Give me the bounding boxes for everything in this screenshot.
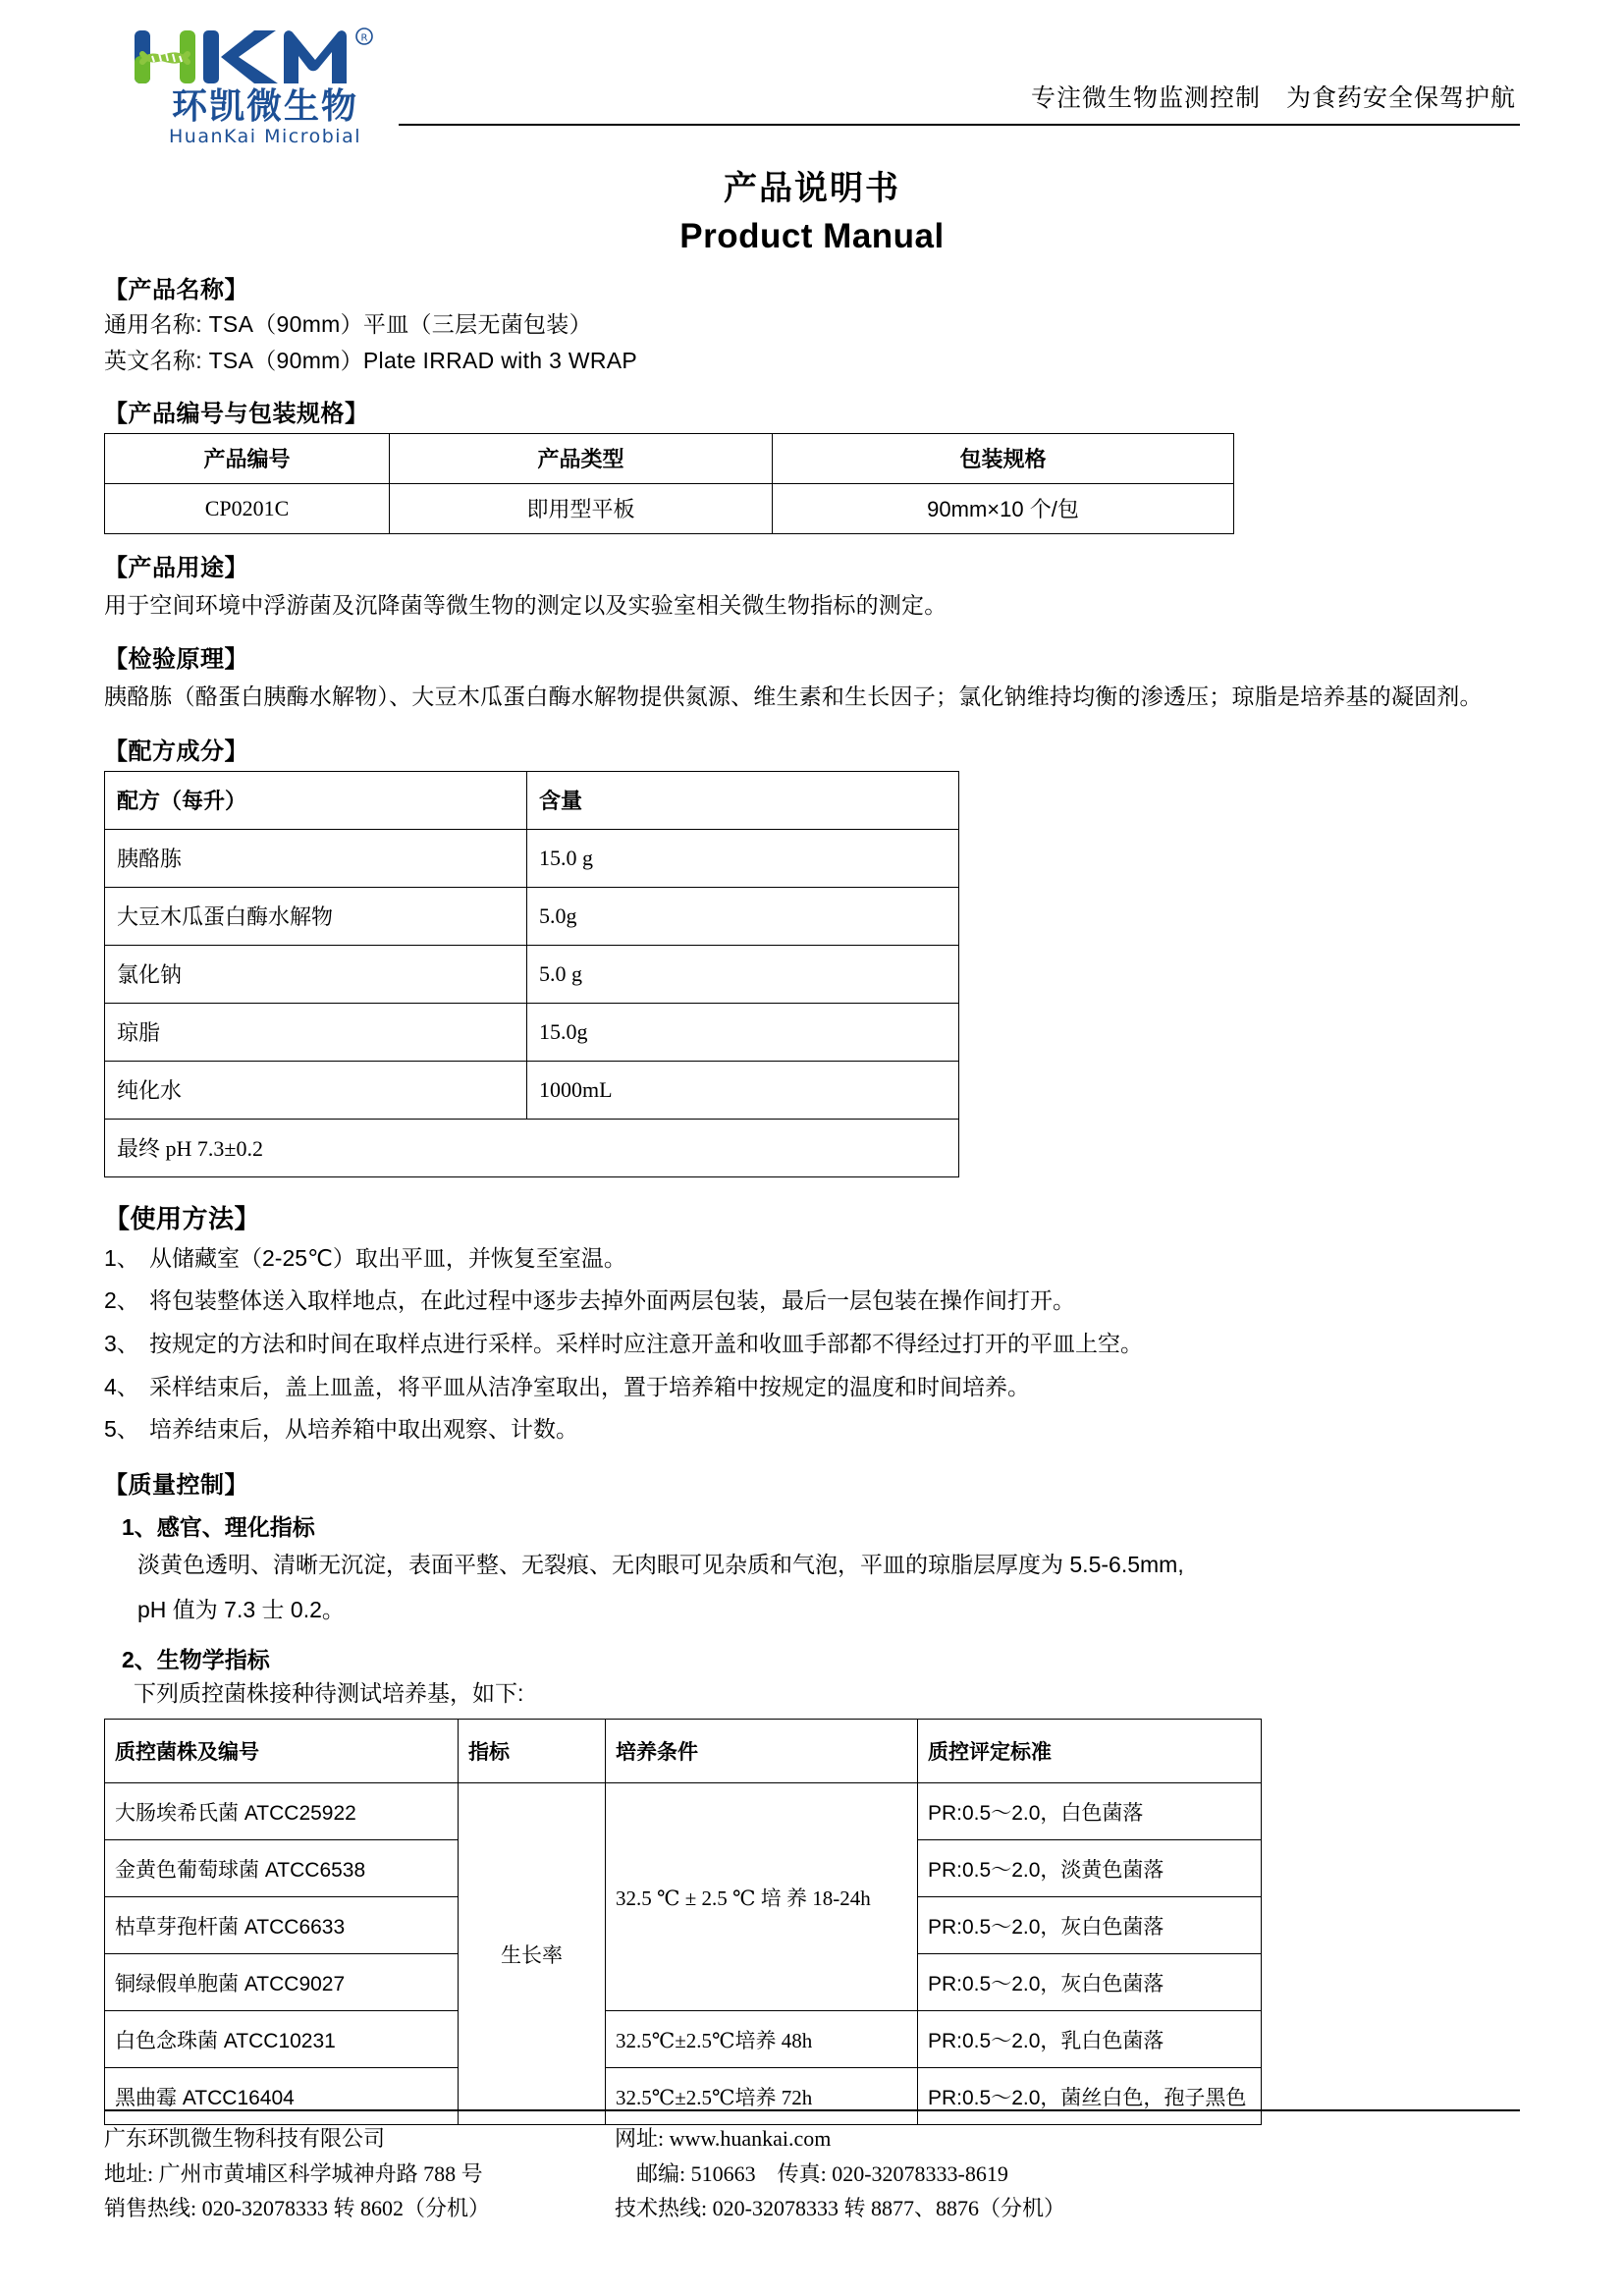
- method-step-number: 5、: [104, 1416, 139, 1443]
- qc-col-indicator: 指标: [459, 1720, 606, 1783]
- qc-cell-strain: 铜绿假单胞菌 ATCC9027: [105, 1954, 459, 2011]
- formula-cell-name: 大豆木瓜蛋白酶水解物: [105, 887, 527, 945]
- table-row: [105, 1061, 959, 1119]
- footer-right-column: [615, 2121, 1520, 2226]
- section-heading-product-name: 【产品名称】: [104, 277, 248, 303]
- formula-table: [104, 771, 959, 1177]
- qc-cell-strain: 枯草芽孢杆菌 ATCC6633: [105, 1897, 459, 1954]
- footer-address: 地址: 广州市黄埔区科学城神舟路 788 号: [104, 2160, 483, 2186]
- qc-cell-strain: 大肠埃希氏菌 ATCC25922: [105, 1783, 459, 1840]
- formula-cell-name: 纯化水: [105, 1061, 527, 1119]
- qc-cell-criterion: PR:0.5～2.0，乳白色菌落: [918, 2011, 1262, 2068]
- formula-col-amount: 含量: [527, 771, 959, 829]
- qc-cell-criterion: PR:0.5～2.0，淡黄色菌落: [918, 1840, 1262, 1897]
- qc-col-strain: 质控菌株及编号: [105, 1720, 459, 1783]
- method-step-number: 2、: [104, 1287, 139, 1314]
- quality-control-table: [104, 1719, 1262, 2125]
- table-header-row: [105, 1720, 1262, 1783]
- formula-cell-amount: 15.0g: [527, 1003, 959, 1061]
- footer-company-name: 广东环凯微生物科技有限公司: [104, 2126, 386, 2151]
- page-footer: [104, 2109, 1520, 2226]
- section-heading-purpose: 【产品用途】: [104, 554, 248, 581]
- qc-cell-indicator: 生长率: [459, 1783, 606, 2125]
- header-tagline: 专注微生物监测控制 为食药安全保驾护航: [1030, 84, 1516, 112]
- footer-sales-hotline: 销售热线: 020-32078333 转 8602（分机）: [104, 2196, 490, 2221]
- method-step: [104, 1237, 1520, 1281]
- method-step-text: 从储藏室（2-25℃）取出平皿，并恢复至室温。: [149, 1244, 626, 1271]
- section-heading-quality: 【质量控制】: [104, 1472, 248, 1500]
- purpose-text: 用于空间环境中浮游菌及沉降菌等微生物的测定以及实验室相关微生物指标的测定。: [104, 591, 947, 618]
- qc-cell-criterion: PR:0.5～2.0，灰白色菌落: [918, 1897, 1262, 1954]
- method-step-text: 按规定的方法和时间在取样点进行采样。采样时应注意开盖和收皿手部都不得经过打开的平皿上空。: [149, 1330, 1143, 1356]
- qc-cell-strain: 白色念珠菌 ATCC10231: [105, 2011, 459, 2068]
- method-step-number: 4、: [104, 1373, 139, 1399]
- qc-cell-criterion: PR:0.5～2.0，菌丝白色，孢子黑色: [918, 2068, 1262, 2125]
- method-step: [104, 1366, 1520, 1409]
- spec-cell-code: CP0201C: [105, 483, 390, 533]
- method-step-text: 培养结束后，从培养箱中取出观察、计数。: [149, 1416, 578, 1443]
- table-row: [105, 1003, 959, 1061]
- product-common-name: 通用名称: TSA（90mm）平皿（三层无菌包装）: [104, 311, 592, 337]
- table-row: [105, 2011, 1262, 2068]
- qc-cell-condition: 32.5℃±2.5℃培养 72h: [606, 2068, 918, 2125]
- qc-cell-condition: 32.5℃±2.5℃培养 48h: [606, 2011, 918, 2068]
- qc-cell-criterion: PR:0.5～2.0，白色菌落: [918, 1783, 1262, 1840]
- page-title-cn: 产品说明书: [724, 170, 900, 207]
- table-row: [105, 887, 959, 945]
- footer-tech-hotline: 技术热线: 020-32078333 转 8877、8876（分机）: [615, 2196, 1065, 2221]
- spec-table: [104, 433, 1234, 534]
- spec-cell-packaging: 90mm×10 个/包: [773, 483, 1234, 533]
- logo-company-name-cn: 环凯微生物: [171, 86, 358, 128]
- formula-cell-amount: 5.0 g: [527, 945, 959, 1003]
- quality-sub1-line1: 淡黄色透明、清晰无沉淀，表面平整、无裂痕、无肉眼可见杂质和气泡，平皿的琼脂层厚度为 5.5-6.5mm,: [137, 1552, 1184, 1578]
- formula-col-name: 配方（每升）: [105, 771, 527, 829]
- table-header-row: [105, 433, 1234, 483]
- svg-text:R: R: [360, 32, 368, 44]
- method-step-number: 1、: [104, 1244, 139, 1271]
- footer-divider: [104, 2109, 1520, 2111]
- qc-col-criterion: 质控评定标准: [918, 1720, 1262, 1783]
- qc-cell-strain: 金黄色葡萄球菌 ATCC6538: [105, 1840, 459, 1897]
- formula-cell-amount: 15.0 g: [527, 829, 959, 887]
- section-heading-formula: 【配方成分】: [104, 738, 248, 765]
- method-step-number: 3、: [104, 1330, 139, 1356]
- quality-sub2-intro: 下列质控菌株接种待测试培养基，如下:: [134, 1680, 524, 1707]
- method-step-text: 采样结束后，盖上皿盖，将平皿从洁净室取出，置于培养箱中按规定的温度和时间培养。: [149, 1373, 1030, 1399]
- quality-sub2-heading: 2、生物学指标: [122, 1647, 270, 1673]
- formula-final-ph: 最终 pH 7.3±0.2: [105, 1119, 959, 1176]
- qc-col-condition: 培养条件: [606, 1720, 918, 1783]
- section-heading-method: 【使用方法】: [104, 1203, 261, 1233]
- method-step-text: 将包装整体送入取样地点，在此过程中逐步去掉外面两层包装，最后一层包装在操作间打开。: [149, 1287, 1075, 1314]
- spec-col-packaging: 包装规格: [773, 433, 1234, 483]
- section-heading-spec: 【产品编号与包装规格】: [104, 400, 369, 427]
- hkm-logo-icon: [133, 27, 398, 87]
- method-step: [104, 1323, 1520, 1366]
- table-row: [105, 483, 1234, 533]
- formula-cell-name: 琼脂: [105, 1003, 527, 1061]
- section-heading-principle: 【检验原理】: [104, 646, 248, 674]
- table-row: [105, 945, 959, 1003]
- table-row: [105, 1783, 1262, 1840]
- formula-cell-amount: 1000mL: [527, 1061, 959, 1119]
- formula-cell-name: 氯化钠: [105, 945, 527, 1003]
- method-step: [104, 1408, 1520, 1451]
- footer-postcode-fax: 邮编: 510663 传真: 020-32078333-8619: [615, 2160, 1008, 2186]
- principle-text: 胰酪胨（酪蛋白胰酶水解物）、大豆木瓜蛋白酶水解物提供氮源、维生素和生长因子；氯化钠维持均衡的渗透压；琼脂是培养基的凝固剂。: [104, 683, 1483, 710]
- logo-company-name-en: HuanKai Microbial: [169, 126, 361, 148]
- quality-sub1-line2: pH 值为 7.3 士 0.2。: [137, 1597, 345, 1623]
- table-row-final-ph: [105, 1119, 959, 1176]
- method-step: [104, 1280, 1520, 1323]
- spec-cell-type: 即用型平板: [390, 483, 773, 533]
- qc-cell-strain: 黑曲霉 ATCC16404: [105, 2068, 459, 2125]
- product-english-name: 英文名称: TSA（90mm）Plate IRRAD with 3 WRAP: [104, 348, 638, 374]
- table-header-row: [105, 771, 959, 829]
- qc-cell-criterion: PR:0.5～2.0，灰白色菌落: [918, 1954, 1262, 2011]
- qc-cell-condition-group: 32.5 ℃ ± 2.5 ℃ 培 养 18-24h: [606, 1783, 918, 2011]
- company-logo: [104, 27, 412, 147]
- page-title-en: Product Manual: [679, 217, 945, 255]
- footer-website: 网址: www.huankai.com: [615, 2126, 832, 2151]
- spec-col-code: 产品编号: [105, 433, 390, 483]
- formula-cell-amount: 5.0g: [527, 887, 959, 945]
- formula-cell-name: 胰酪胨: [105, 829, 527, 887]
- quality-sub1-heading: 1、感官、理化指标: [122, 1514, 315, 1541]
- page-header: [104, 33, 1520, 147]
- header-divider: [399, 124, 1520, 126]
- footer-left-column: [104, 2121, 615, 2226]
- spec-col-type: 产品类型: [390, 433, 773, 483]
- table-row: [105, 829, 959, 887]
